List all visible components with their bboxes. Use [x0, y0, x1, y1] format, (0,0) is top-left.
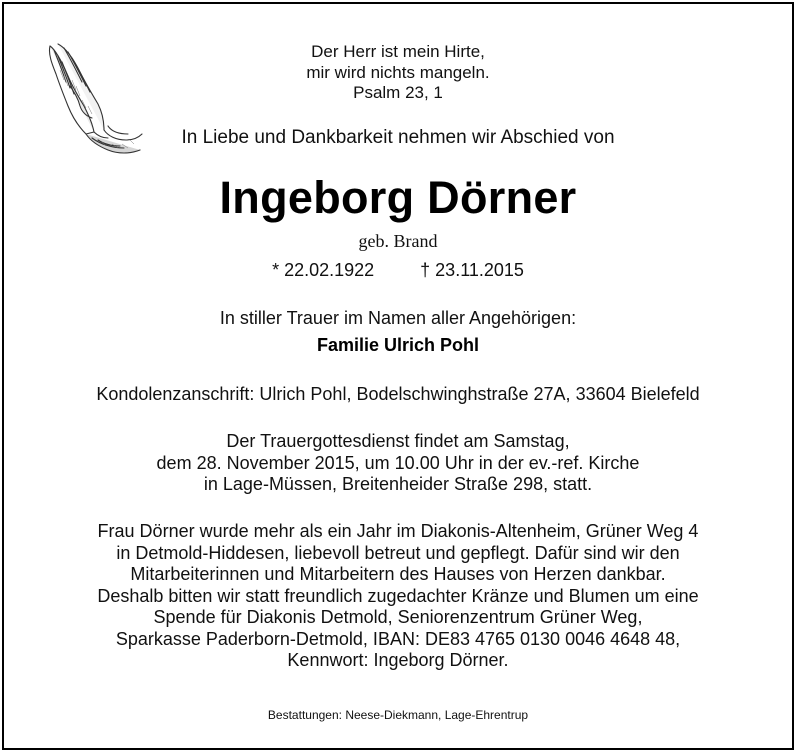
psalm-line: Der Herr ist mein Hirte, — [311, 42, 485, 61]
psalm-line: mir wird nichts mangeln. — [306, 62, 490, 82]
birth-date: * 22.02.1922 — [272, 260, 375, 280]
deceased-name: Ingeborg Dörner — [219, 172, 577, 223]
birth-name: geb. Brand — [358, 231, 438, 251]
thanks-line: in Detmold-Hiddesen, liebevoll betreut und gepflegt. Dafür sind wir den — [116, 542, 680, 563]
service-line: in Lage-Müssen, Breitenheider Straße 298, statt. — [203, 474, 593, 494]
thanks-line: Frau Dörner wurde mehr als ein Jahr im Diakonis-Altenheim, Grüner Weg 4 — [97, 521, 699, 541]
funeral-service-info — [4, 431, 792, 496]
obituary-notice — [2, 2, 794, 750]
undertaker-credit: Bestattungen: Neese-Diekmann, Lage-Ehrentrup — [267, 708, 529, 722]
thanks-and-donation — [4, 521, 792, 672]
farewell-intro: In Liebe und Dankbarkeit nehmen wir Abschied von — [181, 127, 615, 148]
condolence-address: Kondolenzanschrift: Ulrich Pohl, Bodelschwinghstraße 27A, 33604 Bielefeld — [96, 384, 700, 404]
thanks-line: Kennwort: Ingeborg Dörner. — [287, 650, 509, 670]
life-dates — [4, 259, 792, 281]
psalm-reference: Psalm 23, 1 — [353, 83, 443, 102]
service-line: dem 28. November 2015, um 10.00 Uhr in der ev.-ref. Kirche — [156, 452, 640, 473]
thanks-line: Deshalb bitten wir statt freundlich zugedachter Kränze und Blumen um eine — [97, 585, 699, 606]
mourners-line: In stiller Trauer im Namen aller Angehörigen: — [219, 308, 577, 328]
thanks-line: Mitarbeiterinnen und Mitarbeitern des Hauses von Herzen dankbar. — [130, 564, 666, 584]
death-date: † 23.11.2015 — [420, 260, 524, 280]
thanks-line: Sparkasse Paderborn-Detmold, IBAN: DE83 4765 0130 0046 4648 48, — [115, 628, 681, 649]
service-line: Der Trauergottesdienst findet am Samstag, — [226, 431, 570, 451]
thanks-line: Spende für Diakonis Detmold, Seniorenzentrum Grüner Weg, — [153, 607, 643, 627]
mourners-family: Familie Ulrich Pohl — [316, 335, 480, 355]
psalm-quote — [4, 42, 792, 104]
